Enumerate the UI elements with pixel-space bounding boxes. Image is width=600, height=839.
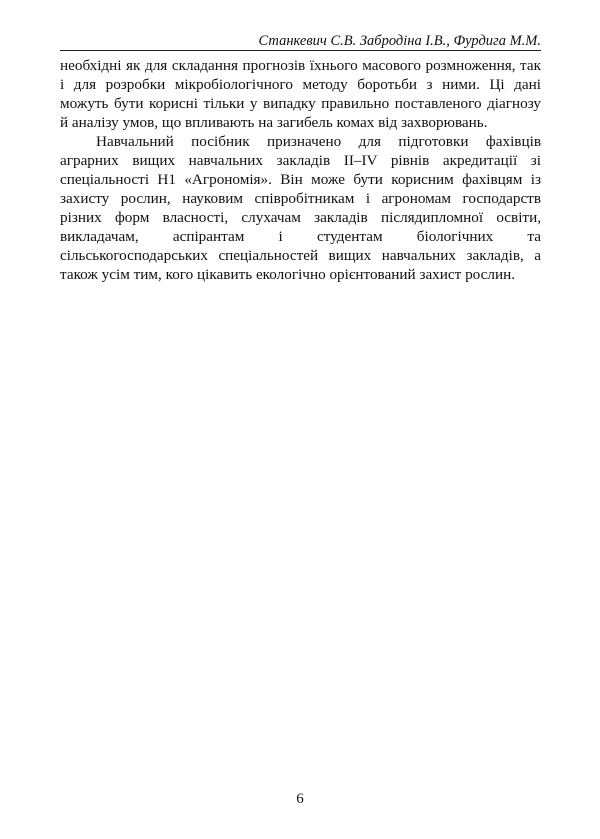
running-header (60, 32, 541, 51)
text-line: також усім тим, кого цікавить екологічно орієнтований захист рослин. (60, 266, 516, 283)
text-line: спеціальності Н1 «Агрономія». Він може бути корисним фахівцям із (60, 171, 541, 188)
text-line: необхідні як для складання прогнозів їхнього масового розмноження, так (60, 57, 541, 74)
text-line: викладачам, аспірантам і студентам біологічних та (60, 228, 541, 245)
paragraph-1 (60, 56, 541, 132)
text-line: можуть бути корисні тільки у випадку правильно поставленого діагнозу (60, 95, 541, 112)
text-line: Навчальний посібник призначено для підготовки фахівців (96, 133, 541, 150)
page-number: 6 (296, 791, 304, 807)
text-line: аграрних вищих навчальних закладів II–IV рівнів акредитації зі (60, 152, 541, 169)
text-line: різних форм власності, слухачам закладів післядипломної освіти, (60, 209, 541, 226)
paragraph-2 (60, 132, 541, 284)
header-authors: Станкевич С.В. Забродіна І.В., Фурдига М.М. (258, 33, 541, 49)
body-text (60, 56, 541, 284)
text-line: й аналізу умов, що впливають на загибель комах від захворювань. (60, 114, 488, 131)
text-line: захисту рослин, науковим співробітникам і агрономам господарств (60, 190, 541, 207)
text-line: сільськогосподарських спеціальностей вищих навчальних закладів, а (60, 247, 541, 264)
text-line: і для розробки мікробіологічного методу боротьби з ними. Ці дані (60, 76, 541, 93)
